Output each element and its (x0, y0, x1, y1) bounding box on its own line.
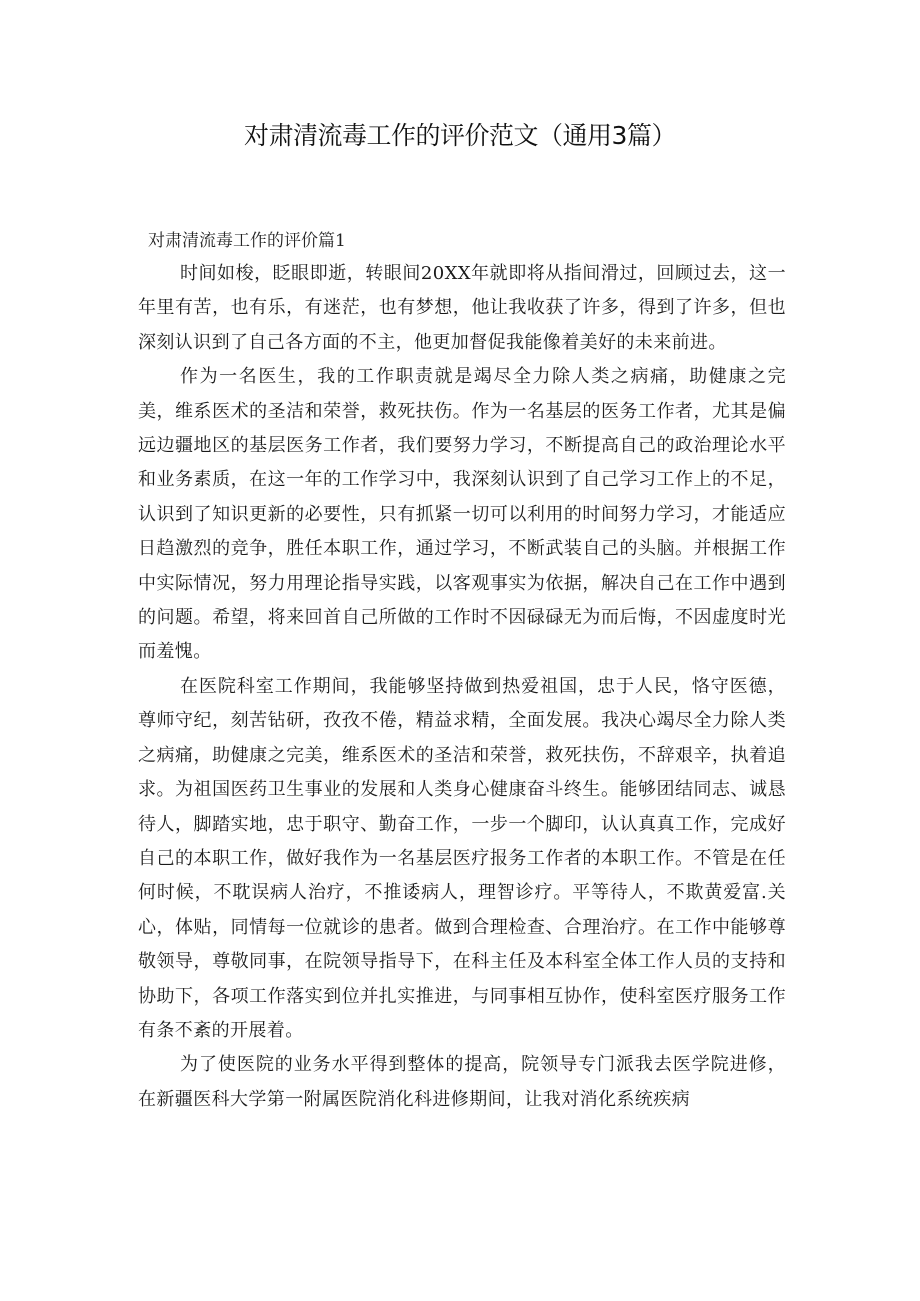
paragraph-4: 为了使医院的业务水平得到整体的提高，院领导专门派我去医学院进修，在新疆医科大学第一附属医院消化科进修期间，让我对消化系统疾病 (138, 1054, 786, 1110)
paragraph-1: 时间如梭，眨眼即逝，转眼间20XX年就即将从指间滑过，回顾过去，这一年里有苦，也有乐，有迷茫，也有梦想，他让我收获了许多，得到了许多，但也深刻认识到了自己各方面的不主，他更加督促我能像着美好的未来前进。 (138, 263, 786, 353)
document-title: 对肃清流毒工作的评价范文（通用3篇） (244, 121, 676, 150)
paragraph-2: 作为一名医生，我的工作职责就是竭尽全力除人类之病痛，助健康之完美，维系医术的圣洁和荣誉，救死扶伤。作为一名基层的医务工作者，尤其是偏远边疆地区的基层医务工作者，我们要努力学习，不断提高自己的政治理论水平和业务素质，在这一年的工作学习中，我深刻认识到了自己学习工作上的不足，认识到了知识更新的必要性，只有抓紧一切可以利用的时间努力学习，才能适应日趋激烈的竞争，胜任本职工作，通过学习，不断武装自己的头脑。并根据工作中实际情况，努力用理论指导实践，以客观事实为依据，解决自己在工作中遇到的问题。希望，将来回首自己所做的工作时不因碌碌无为而后悔，不因虚度时光而羞愧。 (138, 366, 786, 663)
body-text (138, 257, 786, 1117)
paragraph-3: 在医院科室工作期间，我能够坚持做到热爱祖国，忠于人民，恪守医德，尊师守纪，刻苦钻研，孜孜不倦，精益求精，全面发展。我决心竭尽全力除人类之病痛，助健康之完美，维系医术的圣洁和荣誉，救死扶伤，不辞艰辛，执着追求。为祖国医药卫生事业的发展和人类身心健康奋斗终生。能够团结同志、诚恳待人，脚踏实地，忠于职守、勤奋工作，一步一个脚印，认认真真工作，完成好自己的本职工作，做好我作为一名基层医疗报务工作者的本职工作。不管是在任何时候，不耽误病人治疗，不推诿病人，理智诊疗。平等待人，不欺黄爱富.关心，体贴，同情每一位就诊的患者。做到合理检查、合理治疗。在工作中能够尊敬领导，尊敬同事，在院领导指导下，在科主任及本科室全体工作人员的支持和协助下，各项工作落实到位并扎实推进，与同事相互协作，使科室医疗服务工作有条不紊的开展着。 (138, 675, 786, 1041)
section-heading: 对肃清流毒工作的评价篇1 (148, 231, 346, 251)
